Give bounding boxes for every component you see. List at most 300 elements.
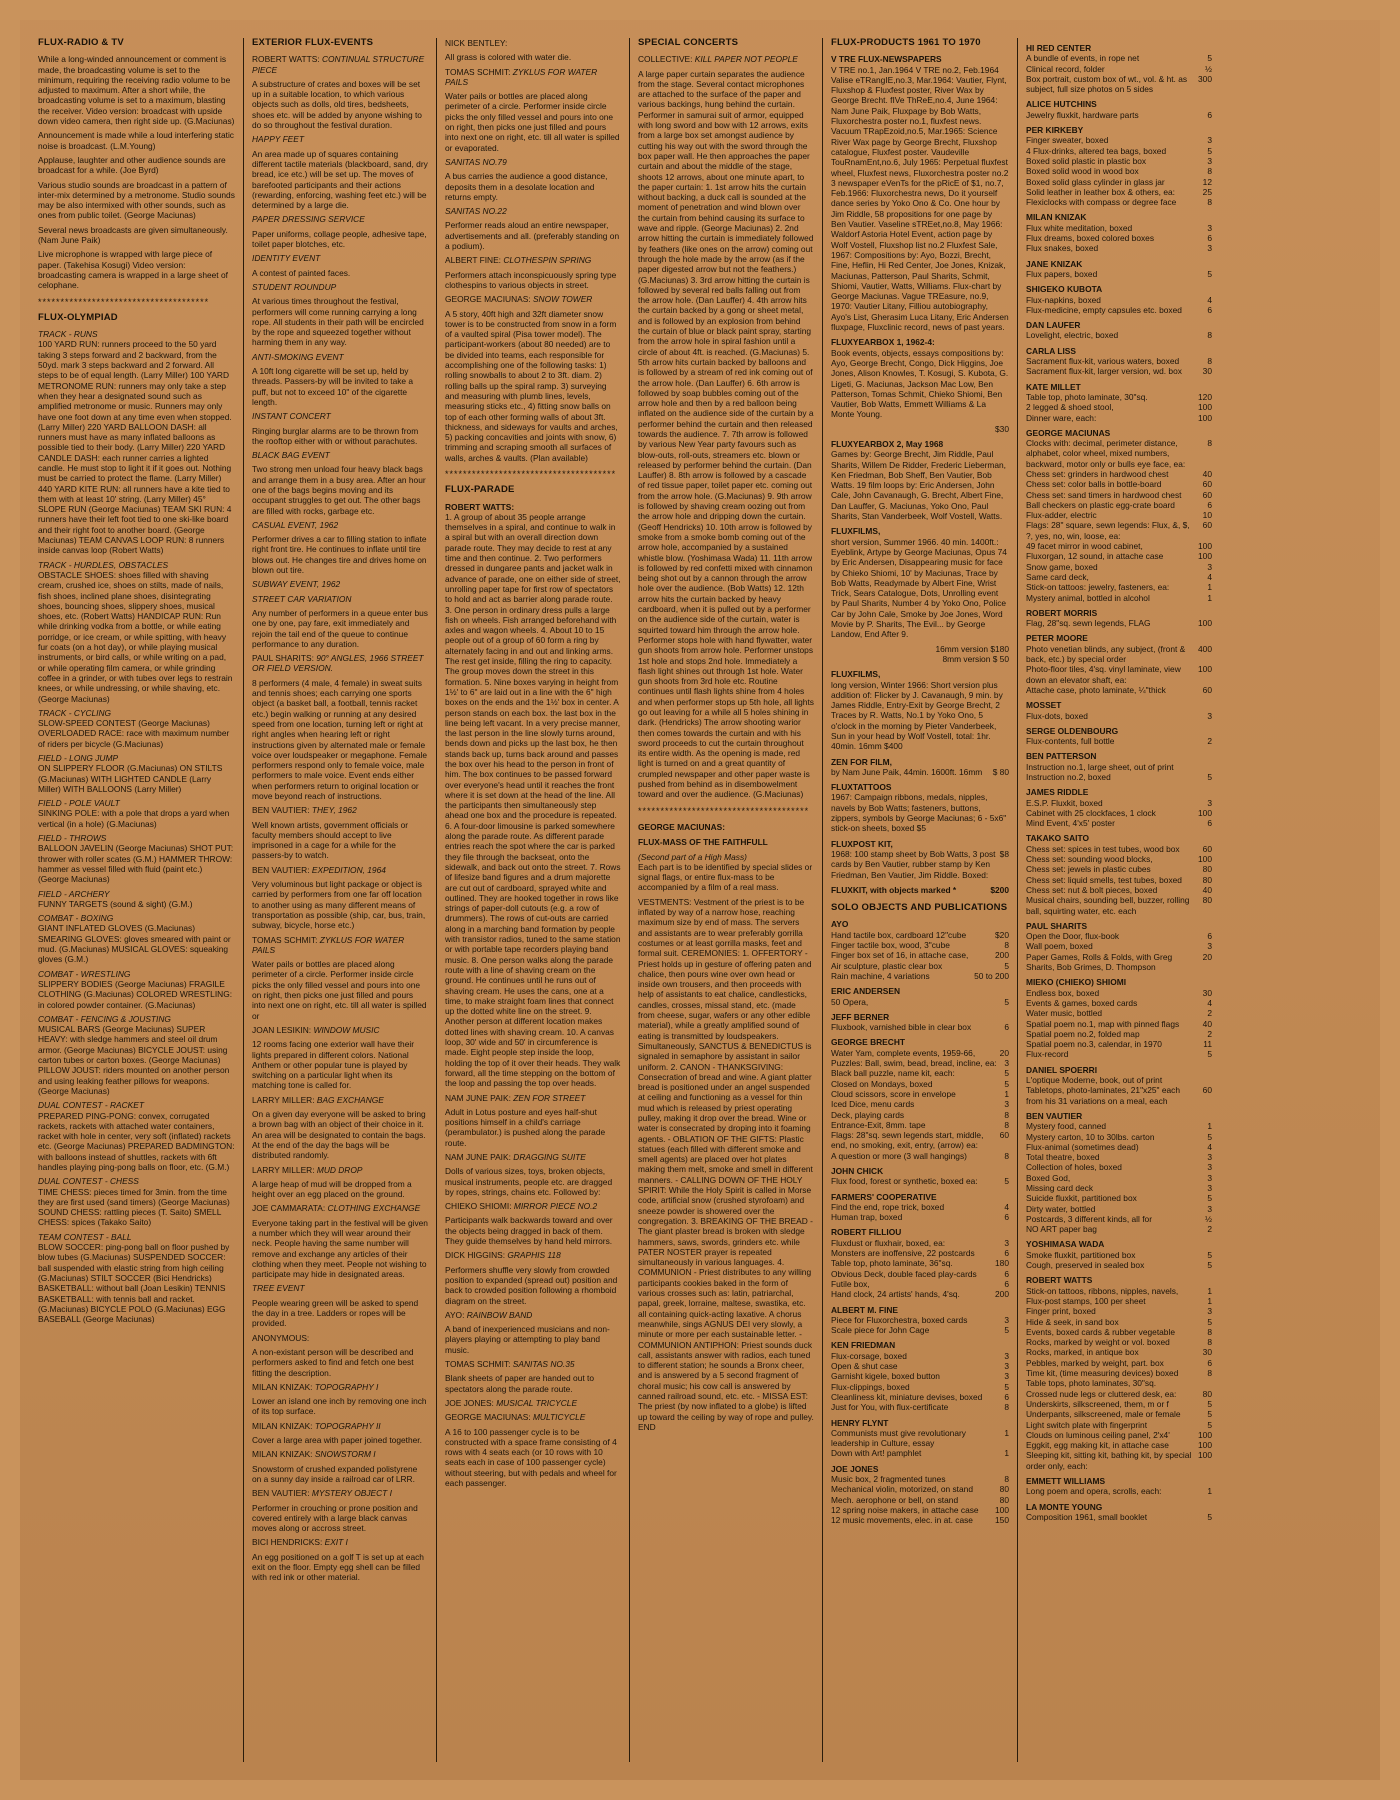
product-row: [1026, 1440, 1212, 1450]
product-price: 200: [995, 950, 1009, 961]
product-description: Find the end, rope trick, boxed: [831, 1201, 945, 1212]
product-row: [1026, 1224, 1212, 1234]
olympiad-events-text: ON SLIPPERY FLOOR (G.Maciunas) ON STILTS (G.Maciunas) WITH LIGHTED CANDLE (Larry Miller) WITH BALLOONS (Larry Miller): [38, 763, 223, 794]
product-row: [831, 1089, 1009, 1099]
product-row: [831, 1428, 1009, 1449]
product-price: 60: [1202, 1085, 1212, 1096]
product-description: Fluxdust or fluxhair, boxed, ea:: [831, 1237, 946, 1248]
zen-title: ZEN FOR FILM,: [831, 756, 892, 767]
product-price: 2: [1207, 1008, 1212, 1019]
artist-name: CARLA LISS: [1026, 345, 1076, 356]
event-title: MYSTERY OBJECT I: [311, 1488, 392, 1499]
event-author: TOMAS SCHMIT:: [252, 934, 318, 945]
product-price: 30: [1202, 1347, 1212, 1358]
product-row: [1026, 1260, 1212, 1270]
product-description: Chess set: color balls in bottle-board: [1026, 479, 1162, 490]
product-description: Open & shut case: [831, 1361, 898, 1372]
product-price: 3: [1004, 1314, 1009, 1325]
product-row: [1026, 233, 1212, 243]
product-description: Flux-medicine, empty capsules etc. boxed: [1026, 304, 1182, 315]
artist-name: JAMES RIDDLE: [1026, 787, 1089, 798]
product-row: [1026, 1085, 1212, 1106]
product-price: 80: [1202, 864, 1212, 875]
product-price: 100: [1198, 1429, 1212, 1440]
event-description: Performer drives a car to filling station to inflate right front tire. He continues to inflate until tire blows out. He changes tire and drives home on blown out tire.: [252, 534, 427, 576]
product-price: 5: [1207, 1419, 1212, 1430]
product-row: [1026, 135, 1212, 145]
product-price: 100: [1198, 618, 1212, 629]
product-price: 3: [1207, 710, 1212, 721]
product-row: [1026, 520, 1212, 541]
artist-name: GEORGE BRECHT: [831, 1037, 905, 1048]
radio-paragraph: Announcement is made while a loud interfering static noise is broadcast. (L.M.Young): [38, 130, 234, 151]
product-row: [831, 1315, 1009, 1325]
product-price: 50 to 200: [974, 970, 1009, 981]
product-description: Composition 1961, small booklet: [1026, 1511, 1148, 1522]
artist-name: FARMERS' COOPERATIVE: [831, 1191, 937, 1202]
olympiad-events-text: FUNNY TARGETS (sound & sight) (G.M.): [38, 898, 193, 909]
product-description: Boxed solid plastic in plastic box: [1026, 155, 1147, 166]
product-price: 3: [1207, 1306, 1212, 1317]
product-description: E.S.P. Fluxkit, boxed: [1026, 797, 1103, 808]
mass-subtitle: (Second part of a High Mass): [638, 851, 747, 862]
product-description: NO ART paper bag: [1026, 1224, 1097, 1235]
radio-paragraph: Applause, laughter and other audience sounds are broadcast for a while. (Joe Byrd): [38, 154, 226, 176]
olympiad-events-text: 100 YARD RUN: runners proceed to the 50 yard taking 3 steps forward and 2 backward, from the 50yd. mark 3 steps backward and 2 forward. All steps to be of equal length. (Larry Miller) 100 YARD METRONOME RUN: runners may only take a step when they hear a designated sound such as amplified metronome or music. Runners may only have one foot down at any time even when stopped. (Larry Miller) 220 YARD BALLOON DASH: all runners must have as many inflated balloons as possible tied to their body. (Larry Miller) 220 YARD CANDLE DASH: each runner carries a lighted candle. He must stop to light it if it goes out. Nothing must be carried to protect the flame. (Larry Miller) 440 YARD KITE RUN: all runners have a kite tied to them with at least 10' string. (Larry Miller) 45° SLOPE RUN (George Maciunas) TEAM SKI RUN: 4 runners have their left foot tied to one ski-like board and their right foot to another board. (George Maciunas) TEAM CANVAS LOOP RUN: 8 runners inside canvas loop (Robert Watts): [38, 339, 232, 556]
event-description: Performer reads aloud an entire newspaper, advertisements and all. (preferably standing on a podium).: [445, 220, 620, 252]
product-description: Just for You, with flux-certificate: [831, 1402, 949, 1413]
event-heading: [445, 67, 621, 88]
product-row: [831, 1099, 1009, 1109]
product-price: 3: [1207, 941, 1212, 952]
product-row: [1026, 798, 1212, 808]
product-price: 12: [1202, 176, 1212, 187]
product-row: [1026, 1420, 1212, 1430]
event-title: ZYKLUS FOR WATER PAILS: [252, 934, 405, 955]
event-heading: [445, 206, 621, 216]
films2-title: FLUXFILMS,: [831, 669, 881, 680]
event-title: RAINBOW BAND: [466, 1309, 533, 1320]
event-heading: [252, 54, 428, 75]
product-description: Garnisht kigele, boxed button: [831, 1371, 940, 1382]
artist-price-list: [1026, 43, 1212, 1522]
collective-label: COLLECTIVE:: [638, 54, 693, 65]
product-row: [1026, 1306, 1212, 1316]
product-row: [1026, 490, 1212, 500]
mass-author: GEORGE MACIUNAS:: [638, 821, 726, 832]
product-row: [1026, 1152, 1212, 1162]
event-heading: [445, 1412, 621, 1422]
exterior-events: [252, 54, 428, 1582]
olympiad-category: FIELD - LONG JUMP: [38, 753, 119, 763]
product-price: 3: [1004, 1371, 1009, 1382]
product-description: Monsters are inoffensive, 22 postcards: [831, 1248, 975, 1259]
event-title: SANITAS NO.35: [512, 1359, 575, 1370]
product-row: [831, 1392, 1009, 1402]
artist-name: ALBERT M. FINE: [831, 1304, 898, 1315]
event-title: THEY, 1962: [311, 805, 357, 816]
product-row: [1026, 875, 1212, 885]
artist-name: JOHN CHICK: [831, 1165, 884, 1176]
product-description: Finger box set of 16, in attache case,: [831, 950, 969, 961]
product-description: Snow game, boxed: [1026, 561, 1098, 572]
product-description: Puzzles: Ball, swim, bead, bread, incline, ea:: [831, 1058, 997, 1069]
product-price: 6: [1004, 1212, 1009, 1223]
artist-name: ROBERT FILLIOU: [831, 1227, 902, 1238]
films1-price-8mm: 8mm version $ 50: [942, 653, 1009, 664]
artist-name: KEN FRIEDMAN: [831, 1340, 896, 1351]
product-row: [831, 1212, 1009, 1222]
product-price: 8: [1207, 330, 1212, 341]
event-description: A contest of painted faces.: [252, 267, 351, 278]
event-author: GEORGE MACIUNAS:: [445, 294, 531, 305]
event-author: LARRY MILLER:: [252, 1164, 315, 1175]
event-heading: [252, 1333, 428, 1343]
product-price: 150: [995, 1515, 1009, 1526]
product-description: Mech. aerophone or bell, on stand: [831, 1494, 959, 1505]
event-description: Well known artists, government officials or faculty members should accept to live imprisoned in a cage for a while for the passers-by to watch.: [252, 819, 409, 861]
product-row: [1026, 1512, 1212, 1522]
product-description: Mechanical violin, motorized, on stand: [831, 1484, 973, 1495]
olympiad-category: TRACK - CYCLING: [38, 707, 112, 718]
product-description: Table top, photo laminate, 30"sq.: [1026, 391, 1148, 402]
radio-paragraph: While a long-winded announcement or comment is made, the broadcasting volume is set to the minimum, requiring the receiving radio volume to be adjusted to maximum. After a short while, the broadcasting volume is set to a maximum, blasting the receiver. Video version: broadcast with upside down video camera, then right side up. (G.Maciunas): [38, 54, 235, 127]
event-heading: [252, 411, 428, 421]
product-row: [1026, 469, 1212, 479]
product-price: 5: [1207, 1398, 1212, 1409]
product-description: Hand tactile box, cardboard 12"cube: [831, 929, 967, 940]
product-row: [1026, 223, 1212, 233]
event-title: 90° ANGLES, 1966 STREET OR FIELD VERSION.: [252, 653, 424, 674]
product-description: Spatial poem no.2, folded map: [1026, 1028, 1140, 1039]
product-description: Obvious Deck, double faced play-cards: [831, 1268, 977, 1279]
product-description: Sacrament flux-kit, various waters, boxed: [1026, 356, 1180, 367]
product-row: [1026, 366, 1212, 376]
product-description: 4 Flux-drinks, altered tea bags, boxed: [1026, 145, 1167, 156]
event-author: BEN VAUTIER:: [252, 864, 310, 875]
product-row: [1026, 110, 1212, 120]
product-description: Sleeping kit, sitting kit, bathing kit, by special order only, each:: [1026, 1450, 1192, 1471]
product-description: Finger sweater, boxed: [1026, 135, 1109, 146]
product-description: Light switch plate with fingerprint: [1026, 1419, 1148, 1430]
product-row: [1026, 952, 1212, 973]
parade-author: ROBERT WATTS:: [445, 501, 515, 512]
product-price: 3: [1207, 1172, 1212, 1183]
event-author: BEN VAUTIER:: [252, 805, 310, 816]
product-price: 1: [1207, 1121, 1212, 1132]
event-heading: [252, 805, 428, 815]
product-description: Cleanliness kit, miniature devises, boxed: [831, 1391, 983, 1402]
event-author: MILAN KNIZAK:: [252, 1449, 313, 1460]
artist-name: SERGE OLDENBOURG: [1026, 725, 1119, 736]
event-description: On a given day everyone will be asked to bring a brown bag with an object of their choice in it. An area will be designated to contain the bags. At the end of the day the bags will be distributed randomly.: [252, 1109, 426, 1161]
product-price: 6: [1004, 1391, 1009, 1402]
product-row: [1026, 541, 1212, 551]
event-description: Cover a large area with paper joined together.: [252, 1435, 422, 1446]
artist-name: MOSSET: [1026, 700, 1062, 711]
event-description: Two strong men unload four heavy black bags and arrange them in a busy area. After an hour one of the bags begins moving and its occupant struggles to get out. The other bags are filled with rocks, garbage etc.: [252, 464, 426, 516]
product-description: Fluxbook, varnished bible in clear box: [831, 1022, 972, 1033]
event-heading: [252, 594, 428, 604]
artist-name: GEORGE MACIUNAS: [1026, 427, 1111, 438]
product-description: Flux food, forest or synthetic, boxed ea:: [831, 1176, 978, 1187]
olympiad-events-text: BALLOON JAVELIN (George Maciunas) SHOT PUT: thrower with roller scates (G.M.) HAMMER THROW: hammer as vessel filled with fluid (paint etc.) (George Maciunas): [38, 843, 234, 885]
yearbox2-text: Games by: George Brecht, Jim Riddle, Paul Sharits, Willem De Ridder, Frederic Lieberman, Ken Friedman, Bob Sheff, Ben Vautier, Bob Watts. 19 film loops by: Eric Andersen, John Cale, John Cavanaugh, G. Brecht, Albert Fine, Dan Lauffer, G. Maciunas, Yoko Ono, Paul Sharits, Stan Vanderbeek, Wolf Vostell, Watts.: [831, 449, 1007, 522]
product-description: Water music, bottled: [1026, 1008, 1103, 1019]
product-description: Flux snakes, boxed: [1026, 243, 1099, 254]
product-description: Mystery carton, 10 to 30lbs. carton: [1026, 1131, 1155, 1142]
olympiad-category: TRACK - RUNS: [38, 329, 98, 340]
product-description: Clinical record, folder: [1026, 63, 1105, 74]
product-price: 120: [1198, 391, 1212, 402]
product-price: 3: [1207, 155, 1212, 166]
product-price: 20: [999, 1047, 1009, 1058]
product-price: 5: [1207, 145, 1212, 156]
product-description: Flux white meditation, boxed: [1026, 222, 1133, 233]
product-description: Iced Dice, menu cards: [831, 1099, 915, 1110]
product-row: [1026, 1250, 1212, 1260]
product-description: Suicide fluxkit, partitioned box: [1026, 1193, 1137, 1204]
product-description: Table top, photo laminate, 36"sq.: [831, 1258, 953, 1269]
product-price: 80: [1202, 895, 1212, 906]
product-price: 100: [1198, 854, 1212, 865]
product-price: 300: [1198, 73, 1212, 84]
product-description: Events & games, boxed cards: [1026, 997, 1138, 1008]
event-heading: [252, 653, 428, 674]
product-price: 60: [999, 1130, 1009, 1141]
product-price: 100: [1198, 664, 1212, 675]
product-row: [1026, 1008, 1212, 1018]
product-description: Time kit, (time measuring devices) boxed: [1026, 1368, 1179, 1379]
product-description: Air sculpture, plastic clear box: [831, 960, 943, 971]
event-description: Paper uniforms, collage people, adhesive tape, toilet paper blotches, etc.: [252, 228, 427, 250]
yearbox2-title: FLUXYEARBOX 2, May 1968: [831, 438, 944, 449]
olympiad-category: DUAL CONTEST - RACKET: [38, 1100, 144, 1111]
event-heading: [252, 1203, 428, 1213]
product-description: Collection of holes, boxed: [1026, 1162, 1122, 1173]
event-author: MILAN KNIZAK:: [252, 1381, 313, 1392]
event-heading: [252, 520, 428, 530]
product-description: Black ball puzzle, name kit, each:: [831, 1068, 955, 1079]
product-price: 100: [1198, 412, 1212, 423]
event-heading: [252, 1537, 428, 1547]
product-description: Attache case, photo laminate, ¼"thick: [1026, 684, 1166, 695]
product-row: [1026, 305, 1212, 315]
artist-name: AYO: [831, 919, 849, 930]
product-row: [1026, 1049, 1212, 1059]
product-row: [1026, 1327, 1212, 1337]
event-heading: [252, 1488, 428, 1498]
product-description: A bundle of events, in rope net: [1026, 53, 1140, 64]
product-description: Flux-corsage, boxed: [831, 1350, 907, 1361]
event-heading: [252, 1283, 428, 1293]
product-description: Water Yam, complete events, 1959-66,: [831, 1047, 976, 1058]
olympiad-events-text: SINKING POLE: with a pole that drops a yard when vertical (in a hole) (G.Maciunas): [38, 808, 230, 829]
product-row: [1026, 295, 1212, 305]
product-price: 8: [1207, 438, 1212, 449]
event-author: MILAN KNIZAK:: [252, 1420, 313, 1431]
product-row: [1026, 1142, 1212, 1152]
radio-tv-text: [38, 54, 235, 290]
event-description: People wearing green will be asked to spend the day in a tree. Ladders or ropes will be provided.: [252, 1297, 419, 1329]
column-artist-price-list: [1017, 38, 1220, 1762]
films1-title: FLUXFILMS,: [831, 526, 881, 537]
product-description: Same card deck,: [1026, 571, 1089, 582]
product-row: [1026, 187, 1212, 197]
product-description: Flags: 28" square, sewn legends: Flux, &, $, ?, yes, no, win, loose, ea:: [1026, 520, 1190, 541]
product-row: [1026, 500, 1212, 510]
products-title: FLUX-PRODUCTS 1961 TO 1970: [831, 38, 981, 48]
product-price: 6: [1004, 1022, 1009, 1033]
product-row: [1026, 772, 1212, 782]
product-price: 100: [1198, 807, 1212, 818]
product-description: 50 Opera,: [831, 996, 869, 1007]
event-title: CLOTHESPIN SPRING: [503, 255, 592, 266]
product-price: 60: [1202, 520, 1212, 531]
product-description: Total theatre, boxed: [1026, 1152, 1100, 1163]
product-row: [1026, 1399, 1212, 1409]
product-description: Crossed nude legs or cluttered desk, ea:: [1026, 1388, 1177, 1399]
product-description: Spatial poem no.3, calendar, in 1970: [1026, 1039, 1162, 1050]
product-price: 5: [1004, 1381, 1009, 1392]
olympiad-events: [38, 329, 235, 1324]
product-row: [1026, 243, 1212, 253]
product-price: 8: [1004, 1109, 1009, 1120]
event-heading: [252, 1449, 428, 1459]
product-price: 5: [1207, 772, 1212, 782]
event-author: NAM JUNE PAIK:: [445, 1151, 511, 1162]
product-price: 80: [1202, 1388, 1212, 1399]
divider: **************************************: [638, 805, 810, 816]
event-title: PAPER DRESSING SERVICE: [252, 214, 365, 225]
product-description: Postcards, 3 different kinds, all for: [1026, 1213, 1152, 1224]
product-description: Tabletops, photo-laminates, 21"x25" each from his 31 variations on a meal, each: [1026, 1085, 1180, 1106]
product-row: [1026, 1486, 1212, 1496]
product-row: [1026, 685, 1212, 695]
product-description: Missing card deck: [1026, 1182, 1094, 1193]
product-description: Piece for Fluxorchestra, boxed cards: [831, 1314, 968, 1325]
event-title: BLACK BAG EVENT: [252, 450, 330, 461]
product-row: [1026, 1296, 1212, 1306]
product-price: 1: [1004, 1088, 1009, 1099]
product-price: 8: [1207, 1326, 1212, 1337]
product-row: [1026, 864, 1212, 874]
product-row: [831, 1351, 1009, 1361]
product-price: 8: [1207, 166, 1212, 177]
product-price: 3: [1207, 561, 1212, 572]
product-description: Cabinet with 25 clockfaces, 1 clock: [1026, 807, 1156, 818]
radio-tv-title: FLUX-RADIO & TV: [38, 38, 124, 48]
product-price: 200: [995, 1289, 1009, 1300]
product-price: 100: [1198, 402, 1212, 413]
event-heading: [445, 1359, 621, 1369]
product-price: 3: [1207, 222, 1212, 233]
product-price: 400: [1198, 643, 1212, 654]
product-price: 4: [1207, 571, 1212, 582]
event-title: INSTANT CONCERT: [252, 411, 331, 422]
product-description: Clocks with: decimal, perimeter distance, alphabet, color wheel, mixed numbers, backward, motor only or bulls eye face, ea:: [1026, 438, 1186, 469]
artist-name: DANIEL SPOERRI: [1026, 1064, 1098, 1075]
product-row: [1026, 1214, 1212, 1224]
event-author: ROBERT WATTS:: [252, 54, 320, 65]
olympiad-category: COMBAT - FENCING & JOUSTING: [38, 1013, 171, 1024]
tattoos-title: FLUXTATTOOS: [831, 782, 892, 793]
event-title: SUBWAY EVENT, 1962: [252, 579, 341, 590]
event-description: A 16 to 100 passenger cycle is to be constructed with a space frame consisting of 4 rows with 4 seats each (or 10 rows with 10 seats each in case of 100 passenger cycle) without steering, but with pedals and wheel for each passenger.: [445, 1426, 617, 1488]
artist-name: DAN LAUFER: [1026, 320, 1081, 331]
product-description: Eggkit, egg making kit, in attache case: [1026, 1440, 1169, 1451]
product-row: [1026, 356, 1212, 366]
product-price: 4: [1207, 294, 1212, 305]
product-row: [831, 1176, 1009, 1186]
product-price: 60: [1202, 843, 1212, 854]
product-description: Flexiclocks with compass or degree face: [1026, 197, 1177, 208]
column-special-concerts: [629, 38, 822, 1762]
product-row: [831, 1505, 1009, 1515]
product-price: 5: [1207, 1511, 1212, 1522]
postkit-title: FLUXPOST KIT,: [831, 838, 893, 849]
product-row: [1026, 53, 1212, 63]
product-price: 3: [1004, 1099, 1009, 1110]
product-row: [1026, 1075, 1212, 1085]
event-description: Adult in Lotus posture and eyes half-shut positions himself in a child's carriage (perambulator.) is pushed along the parade route.: [445, 1106, 606, 1148]
event-title: IDENTITY EVENT: [252, 253, 321, 264]
event-title: MUSICAL TRICYCLE: [496, 1397, 578, 1408]
event-title: STREET CAR VARIATION: [252, 593, 352, 604]
product-row: [831, 1151, 1009, 1161]
product-description: Photo venetian blinds, any subject, (front & back, etc.) by special order: [1026, 643, 1186, 665]
event-description: A non-existant person will be described and performers asked to find and fetch one best fitting the description.: [252, 1346, 414, 1378]
product-price: 6: [1207, 109, 1212, 120]
event-heading: [252, 579, 428, 589]
event-description: A large heap of mud will be dropped from a height over an egg placed on the ground.: [252, 1178, 412, 1200]
product-price: 80: [999, 1484, 1009, 1495]
product-price: 8: [1207, 1368, 1212, 1379]
product-row: [1026, 156, 1212, 166]
product-row: [1026, 1173, 1212, 1183]
product-description: A question or more (3 wall hangings): [831, 1150, 967, 1161]
product-row: [1026, 146, 1212, 156]
artist-name: PETER MOORE: [1026, 633, 1088, 644]
product-price: 3: [1207, 1152, 1212, 1163]
fluxkit-price: $200: [990, 884, 1009, 895]
event-title: ZEN FOR STREET: [513, 1092, 586, 1103]
product-description: Flux-contents, full bottle: [1026, 736, 1115, 747]
artist-name: KATE MILLET: [1026, 381, 1081, 392]
mass-intro: Each part is to be identified by special slides or signal flags, or entire flux-mass to be accompanied by a film of a real mass.: [638, 861, 813, 893]
event-heading: [252, 1095, 428, 1105]
product-price: 1: [1207, 582, 1212, 593]
product-price: 8: [1004, 1119, 1009, 1130]
event-title: STUDENT ROUNDUP: [252, 281, 337, 292]
product-price: 10: [1202, 510, 1212, 521]
product-description: Flux-dots, boxed: [1026, 710, 1088, 721]
event-heading: [445, 1093, 621, 1103]
product-row: [831, 950, 1009, 960]
product-description: Finger tactile box, wood, 3"cube: [831, 940, 950, 951]
product-description: Dirty water, bottled: [1026, 1203, 1096, 1214]
product-price: 5: [1207, 1249, 1212, 1260]
event-author: JOAN LESIKIN:: [252, 1024, 312, 1035]
event-author: TOMAS SCHMIT:: [445, 66, 511, 77]
product-description: Rocks, marked by weight or vol. boxed: [1026, 1337, 1170, 1348]
product-description: Chess set: sand timers in hardwood chest: [1026, 489, 1182, 500]
product-description: Chess set: sounding wood blocks,: [1026, 854, 1153, 865]
product-description: Down with Art! pamphlet: [831, 1448, 922, 1459]
event-title: CONTINUAL STRUCTURE PIECE: [252, 54, 425, 75]
yearbox1-title: FLUXYEARBOX 1, 1962-4:: [831, 337, 935, 348]
product-price: 5: [1207, 1049, 1212, 1060]
